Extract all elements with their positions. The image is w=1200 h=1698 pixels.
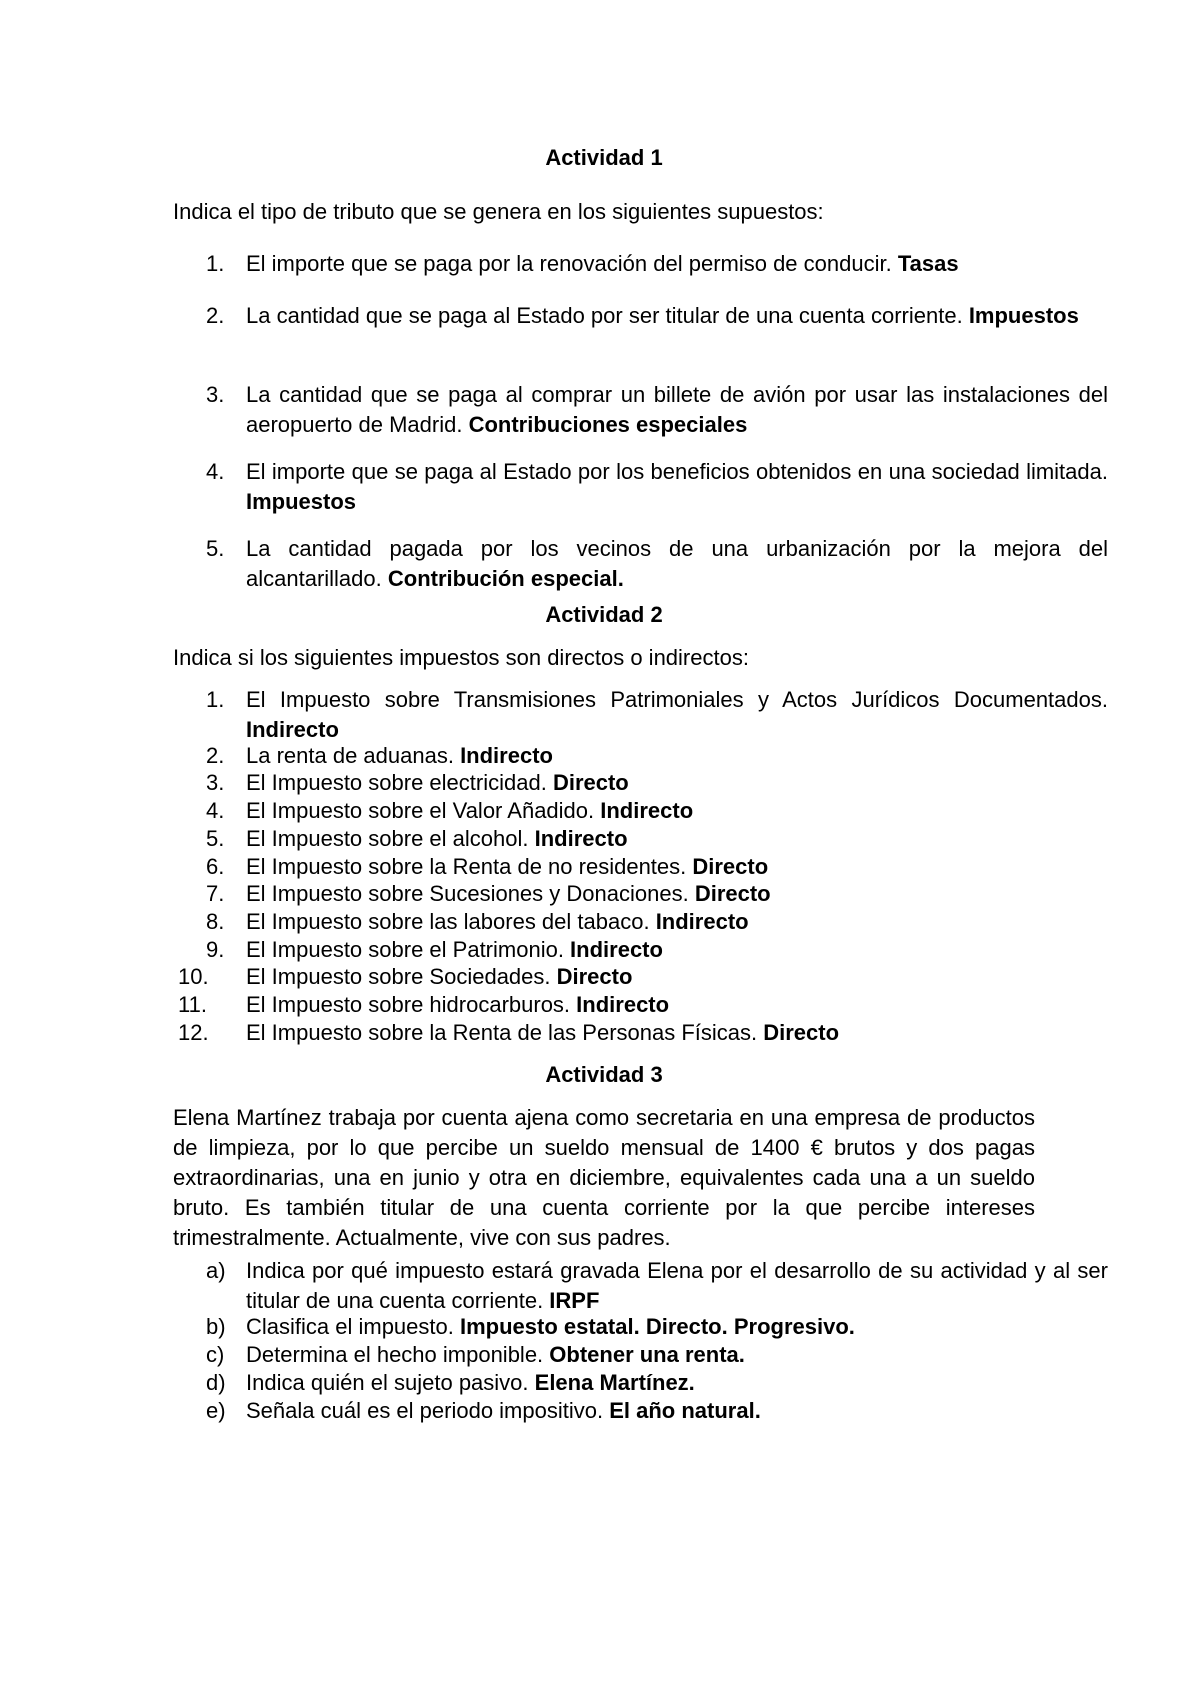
item-answer: Directo [763,1020,840,1045]
item-number: a) [206,1258,226,1283]
activity-3-title: Actividad 3 [545,1062,663,1087]
item-answer: Impuesto estatal. Directo. Progresivo. [459,1314,855,1339]
item-number: 3. [206,382,225,407]
activity-1-title: Actividad 1 [545,145,663,170]
item-answer: Elena Martínez. [534,1370,695,1395]
item-answer: IRPF [549,1288,600,1313]
item-answer: Directo [556,964,633,989]
activity-3-item-d [173,1368,1108,1398]
item-text: El Impuesto sobre el Patrimonio. [246,937,571,962]
item-number: 9. [206,937,225,962]
activity-2-item-7 [173,879,1108,909]
activity-3-item-b [173,1312,1108,1342]
item-text: El importe que se paga al Estado por los beneficios obtenidos en una sociedad limitada. [246,459,1108,484]
item-text: Determina el hecho imponible. [246,1342,550,1367]
item-text: El Impuesto sobre el Valor Añadido. [246,798,601,823]
activity-2-item-8 [173,907,1108,937]
item-answer: Contribución especial. [387,566,624,591]
activity-2-title: Actividad 2 [545,602,663,627]
item-text: El Impuesto sobre Sucesiones y Donaciones. [246,881,695,906]
item-text: El Impuesto sobre electricidad. [246,770,553,795]
item-number: d) [206,1370,226,1395]
activity-2-item-4 [173,796,1108,826]
item-text: Indica quién el sujeto pasivo. [246,1370,535,1395]
activity-3-item-c [173,1340,1108,1370]
item-text: El Impuesto sobre el alcohol. [246,826,535,851]
activity-2-item-5 [173,824,1108,854]
item-answer: Indirecto [576,992,670,1017]
item-answer: El año natural. [609,1398,761,1423]
item-text: El Impuesto sobre las labores del tabaco. [246,909,656,934]
item-answer: Directo [692,854,769,879]
activity-3-item-a [173,1256,1108,1316]
item-text: El importe que se paga por la renovación del permiso de conducir. [246,251,898,276]
item-text: La cantidad que se paga al Estado por ser titular de una cuenta corriente. [246,303,969,328]
item-answer: Directo [552,770,629,795]
item-text: La cantidad que se paga al comprar un billete de avión por usar las instalaciones del aeropuerto de Madrid. [246,382,1108,437]
item-text: Clasifica el impuesto. [246,1314,460,1339]
activity-1-item-3 [173,380,1108,440]
item-text: El Impuesto sobre hidrocarburos. [246,992,577,1017]
item-answer: Tasas [897,251,959,276]
item-number: e) [206,1398,226,1423]
item-answer: Impuestos [968,303,1079,328]
activity-2-intro: Indica si los siguientes impuestos son directos o indirectos: [173,645,749,670]
item-text: Señala cuál es el periodo impositivo. [246,1398,610,1423]
activity-2-item-6 [173,852,1108,882]
item-text: La renta de aduanas. [246,743,461,768]
item-answer: Indirecto [246,717,339,742]
item-number: 8. [206,909,225,934]
item-number: c) [206,1342,225,1367]
item-number: 11. [178,992,207,1017]
activity-1-item-2 [173,301,1108,331]
activity-2-item-2 [173,741,1108,771]
item-text: La cantidad pagada por los vecinos de una urbanización por la mejora del alcantarillado. [246,536,1108,591]
item-answer: Indirecto [460,743,553,768]
activity-2-item-9 [173,935,1108,965]
item-answer: Impuestos [246,489,357,514]
item-number: 4. [206,798,225,823]
item-number: b) [206,1314,226,1339]
activity-1-item-5 [173,534,1108,594]
item-answer: Obtener una renta. [549,1342,745,1367]
activity-3-intro: Elena Martínez trabaja por cuenta ajena como secretaria en una empresa de productos de limpieza, por lo que percibe un sueldo mensual de 1400 € brutos y dos pagas extraordinarias, una en junio y otra en diciembre, equivalentes cada una a un sueldo bruto. Es también titular de una cuenta corriente por la que percibe intereses trimestralmente. Actualmente, vive con sus padres. [173,1105,1035,1250]
item-number: 5. [206,826,225,851]
activity-1-item-4 [173,457,1108,517]
item-answer: Indirecto [570,937,663,962]
item-answer: Indirecto [534,826,628,851]
item-answer: Indirecto [655,909,749,934]
item-text: El Impuesto sobre Transmisiones Patrimoniales y Actos Jurídicos Documentados. [246,687,1108,712]
item-number: 2. [206,743,225,768]
item-text: El Impuesto sobre Sociedades. [246,964,557,989]
item-number: 5. [206,536,225,561]
item-number: 1. [206,251,225,276]
item-number: 12. [178,1020,209,1045]
item-number: 2. [206,303,225,328]
activity-2-item-10 [173,962,1108,992]
item-answer: Contribuciones especiales [468,412,748,437]
activity-2-item-1 [173,685,1108,745]
activity-1-item-1 [173,249,1108,279]
item-answer: Directo [694,881,771,906]
item-text: El Impuesto sobre la Renta de no residentes. [246,854,693,879]
item-number: 1. [206,687,225,712]
item-number: 3. [206,770,225,795]
activity-3-item-e [173,1396,1108,1426]
activity-2-item-3 [173,768,1108,798]
activity-1-intro: Indica el tipo de tributo que se genera en los siguientes supuestos: [173,199,824,224]
item-number: 10. [178,964,209,989]
item-number: 6. [206,854,225,879]
activity-2-item-12 [173,1018,1108,1048]
item-number: 7. [206,881,225,906]
activity-2-item-11 [173,990,1108,1020]
item-text: El Impuesto sobre la Renta de las Personas Físicas. [246,1020,764,1045]
item-number: 4. [206,459,225,484]
item-text: Indica por qué impuesto estará gravada Elena por el desarrollo de su actividad y al ser titular de una cuenta corriente. [246,1258,1108,1313]
item-answer: Indirecto [600,798,694,823]
